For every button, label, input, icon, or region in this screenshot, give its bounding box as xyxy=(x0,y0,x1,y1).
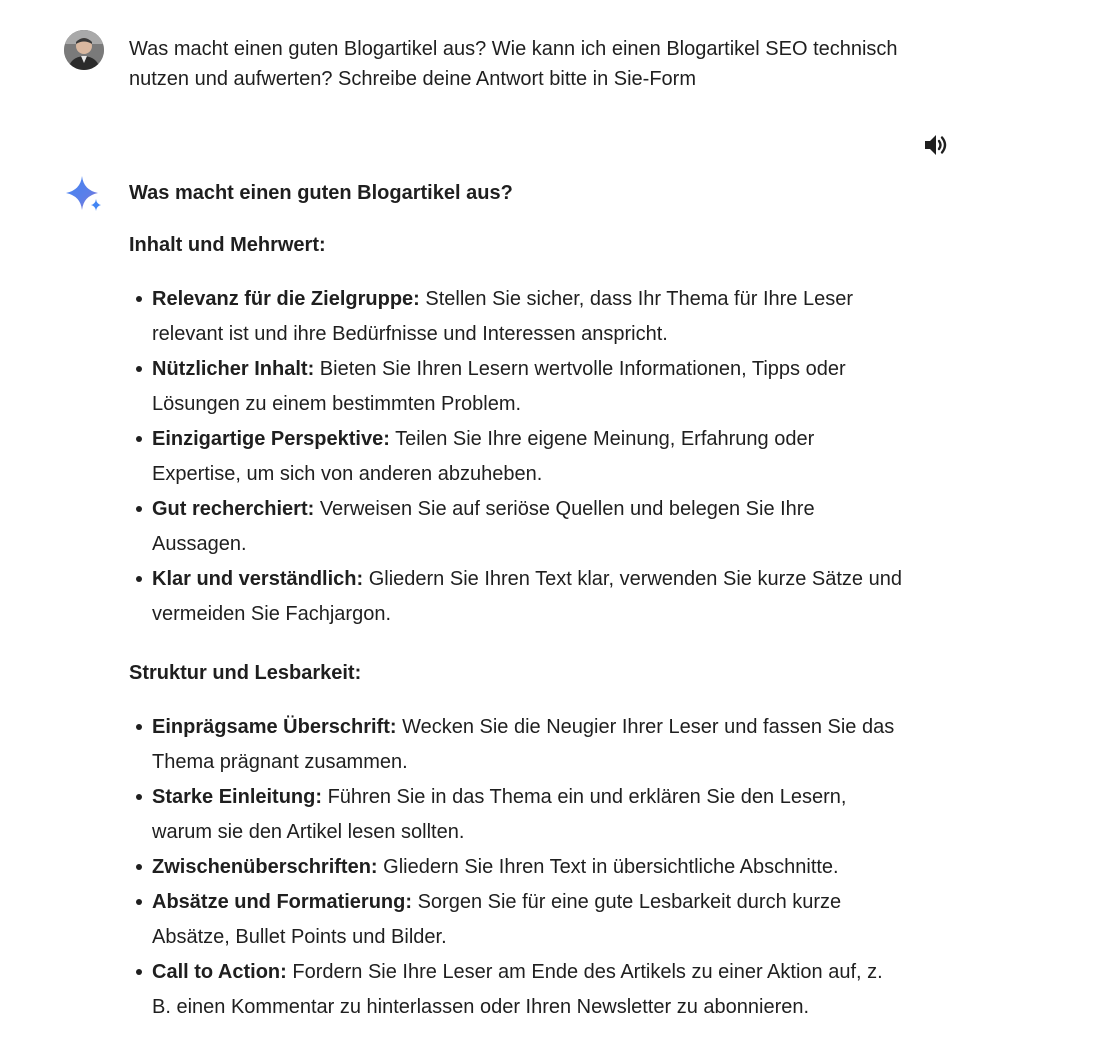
item-text: Gliedern Sie Ihren Text in übersichtliche Abschnitte. xyxy=(377,856,839,878)
user-prompt-text: Was macht einen guten Blogartikel aus? Wie kann ich einen Blogartikel SEO technisch nutzen und aufwerten? Schreibe deine Antwort bitte in Sie-Form xyxy=(129,38,898,90)
gemini-sparkle-icon xyxy=(64,174,104,214)
item-text: Führen Sie in das Thema ein und erklären Sie den Lesern, warum sie den Artikel lesen sollten. xyxy=(152,786,847,843)
item-text: Gliedern Sie Ihren Text klar, verwenden Sie kurze Sätze und vermeiden Sie Fachjargon. xyxy=(152,568,902,625)
item-label: Nützlicher Inhalt: xyxy=(152,358,315,380)
item-text: Bieten Sie Ihren Lesern wertvolle Informationen, Tipps oder Lösungen zu einem bestimmten Problem. xyxy=(152,358,846,415)
item-label: Einprägsame Überschrift: xyxy=(152,716,397,738)
item-text: Verweisen Sie auf seriöse Quellen und belegen Sie Ihre Aussagen. xyxy=(152,498,815,555)
speaker-icon[interactable] xyxy=(922,132,950,158)
list-item xyxy=(152,282,902,352)
list-item xyxy=(152,352,902,422)
list-item xyxy=(152,955,902,1025)
assistant-response xyxy=(129,178,929,1025)
item-label: Klar und verständlich: xyxy=(152,568,364,590)
user-avatar[interactable] xyxy=(64,30,104,70)
section-heading: Inhalt und Mehrwert: xyxy=(129,234,326,256)
list-item xyxy=(152,885,902,955)
item-label: Relevanz für die Zielgruppe: xyxy=(152,288,420,310)
item-text: Wecken Sie die Neugier Ihrer Leser und fassen Sie das Thema prägnant zusammen. xyxy=(152,716,895,773)
item-label: Call to Action: xyxy=(152,961,287,983)
item-text: Fordern Sie Ihre Leser am Ende des Artikels zu einer Aktion auf, z. B. einen Kommentar zu hinterlassen oder Ihren Newsletter zu abonnieren. xyxy=(152,961,883,1018)
item-label: Starke Einleitung: xyxy=(152,786,323,808)
item-text: Teilen Sie Ihre eigene Meinung, Erfahrung oder Expertise, um sich von anderen abzuheben. xyxy=(152,428,815,485)
item-label: Einzigartige Perspektive: xyxy=(152,428,390,450)
item-label: Gut recherchiert: xyxy=(152,498,315,520)
bullet-list xyxy=(129,710,929,1025)
item-label: Zwischenüberschriften: xyxy=(152,856,378,878)
bullet-list xyxy=(129,282,929,632)
list-item xyxy=(152,710,902,780)
item-label: Absätze und Formatierung: xyxy=(152,891,413,913)
item-text: Sorgen Sie für eine gute Lesbarkeit durch kurze Absätze, Bullet Points und Bilder. xyxy=(152,891,842,948)
section-heading: Struktur und Lesbarkeit: xyxy=(129,662,362,684)
response-title: Was macht einen guten Blogartikel aus? xyxy=(129,182,513,204)
list-item xyxy=(152,780,902,850)
list-item xyxy=(152,562,902,632)
list-item xyxy=(152,492,902,562)
list-item xyxy=(152,850,902,885)
list-item xyxy=(152,422,902,492)
item-text: Stellen Sie sicher, dass Ihr Thema für Ihre Leser relevant ist und ihre Bedürfnisse und Interessen anspricht. xyxy=(152,288,854,345)
